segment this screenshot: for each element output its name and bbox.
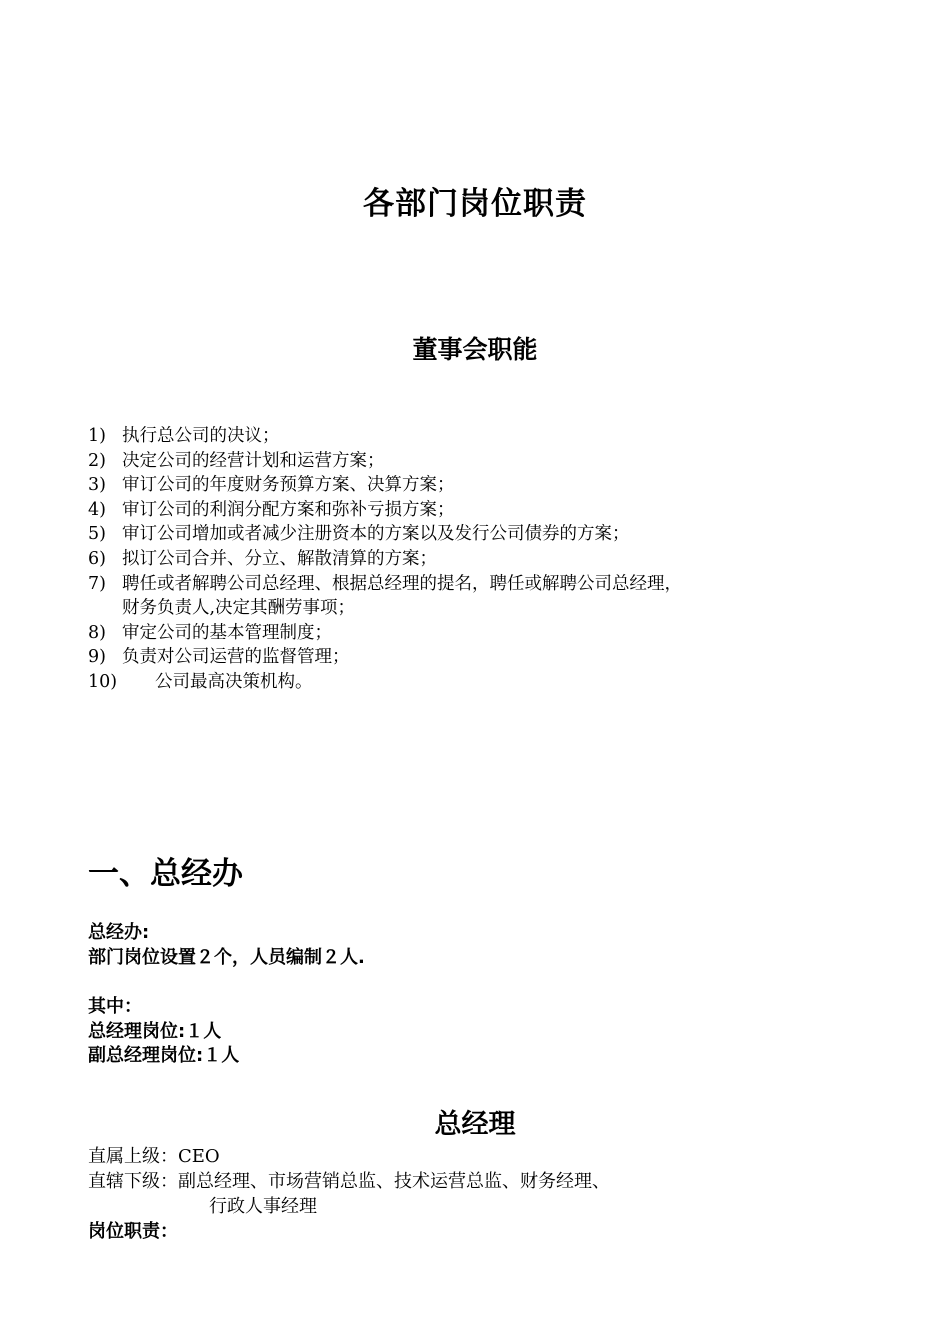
- item-text: 负责对公司运营的监督管理；: [122, 647, 350, 668]
- item-text: 决定公司的经营计划和运营方案；: [122, 450, 385, 471]
- item-text: 审订公司增加或者减少注册资本的方案以及发行公司债券的方案；: [122, 524, 630, 545]
- office-summary: [88, 921, 365, 970]
- superior-value: CEO: [178, 1146, 220, 1167]
- gm-heading: 总经理: [434, 1109, 516, 1140]
- item-text-line2: 财务负责人,决定其酬劳事项；: [122, 598, 356, 619]
- item-text: 审订公司的利润分配方案和弥补亏损方案；: [122, 499, 455, 520]
- list-item: [88, 547, 918, 572]
- item-number: 6): [88, 548, 106, 569]
- item-text: 公司最高决策机构。: [155, 671, 313, 692]
- item-number: 7): [88, 573, 106, 594]
- item-number: 5): [88, 524, 106, 545]
- item-number: 3): [88, 475, 106, 496]
- item-number: 1): [88, 426, 106, 446]
- list-item: [88, 473, 918, 498]
- item-text-line1: 聘任或者解聘公司总经理、根据总经理的提名，聘任或解聘公司总经理，: [122, 573, 682, 594]
- item-text: 审订公司的年度财务预算方案、决算方案；: [122, 475, 455, 496]
- list-item: [88, 621, 918, 646]
- subordinates-row: [88, 1170, 610, 1219]
- office-heading: 一、总经办: [88, 856, 243, 892]
- list-item: [88, 645, 918, 670]
- subordinates-line2: 行政人事经理: [209, 1195, 317, 1217]
- list-item: [88, 670, 918, 695]
- subordinates-label: 直辖下级：: [88, 1171, 178, 1192]
- superior-label: 直属上级：: [88, 1146, 178, 1167]
- office-label: 总经办:: [88, 922, 150, 943]
- item-number: 10): [88, 671, 118, 692]
- item-text: 执行总公司的决议；: [122, 426, 280, 446]
- duties-label: 岗位职责：: [88, 1221, 178, 1242]
- item-text: 拟订公司合并、分立、解散清算的方案；: [122, 548, 437, 569]
- list-item: [88, 424, 918, 449]
- office-posts: [88, 995, 239, 1069]
- page-title: 各部门岗位职责: [363, 186, 587, 222]
- list-item: [88, 572, 918, 621]
- office-setup: 部门岗位设置２个，人员编制２人.: [88, 946, 365, 968]
- item-text: 审定公司的基本管理制度；: [122, 622, 332, 643]
- item-text: [122, 572, 918, 621]
- item-number: 9): [88, 647, 106, 668]
- list-item: [88, 498, 918, 523]
- deputy-post: 副总经理岗位:１人: [88, 1045, 240, 1066]
- list-item: [88, 522, 918, 547]
- item-number: 8): [88, 622, 106, 643]
- board-heading: 董事会职能: [412, 335, 538, 364]
- gm-post: 总经理岗位:１人: [88, 1020, 222, 1042]
- item-number: 4): [88, 499, 106, 520]
- list-item: [88, 449, 918, 474]
- superior-row: [88, 1145, 220, 1170]
- item-number: 2): [88, 450, 106, 471]
- among-label: 其中：: [88, 996, 142, 1017]
- board-duties-list: [88, 424, 918, 695]
- subordinates-line1: 副总经理、市场营销总监、技术运营总监、财务经理、: [178, 1171, 610, 1192]
